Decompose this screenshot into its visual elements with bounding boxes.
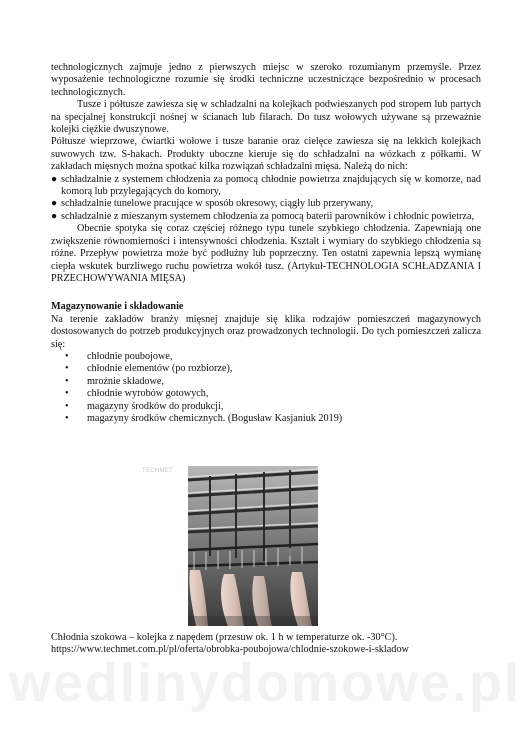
bullet-icon: ● [51, 198, 58, 210]
list-item: ● schładzalnie tunelowe pracujące w sposób okresowy, ciągły lub przerywany, [51, 198, 374, 210]
list-item: • chłodnie elementów (po rozbiorze), [65, 363, 233, 375]
shock-chiller-photo [188, 466, 318, 626]
list-item: • mroźnie składowe, [65, 375, 164, 387]
shock-chiller-image [188, 466, 318, 626]
pork-paragraph: Półtusze wieprzowe, ćwiartki wołowe i tusze baranie oraz cielęce zawiesza się na lekkich kolejkach suwowych tzw. S-hakach. Produkty uboczne kieruje się do schładzalni na wózkach z półkami. W zakładach mięsnych można spotkać kilka rozwiązań schładzalni mięsa. Należą do nich: [51, 136, 481, 173]
list-item: ● schładzalnie z systemem chłodzenia za pomocą chłodnie powietrza znajdujących się w komorze, nad komorą lub przylegających do komory, [51, 173, 481, 198]
bullet-icon: • [65, 375, 69, 387]
list-item: • chłodnie wyrobów gotowych, [65, 388, 209, 400]
tunnels-paragraph: Obecnie spotyka się coraz częściej różnego typu tunele szybkiego chłodzenia. Zapewniają one zwiększenie równomierności i intensywności chłodzenia. Kształt i wymiary do szybkiego chłodzenia są różne. Przepływ powietrza może być podłużny lub poprzeczny. Ten ostatni zapewnia lepszą wymianę ciepła wskutek burzliwego ruchu powietrza wokół tusz. (Artykuł-TECHNOLOGIA SCHŁADZANIA I PRZECHOWYWANIA MIĘSA) [51, 223, 481, 284]
chill-types-list [51, 174, 481, 224]
bullet-icon: ● [51, 210, 58, 222]
watermark: wedlinydomowe.pl [8, 653, 522, 713]
storage-rooms-list [51, 351, 481, 425]
bullet-icon: • [65, 400, 69, 412]
list-item: • magazyny środków do produkcji, [65, 400, 224, 412]
hanging-paragraph: Tusze i półtusze zawiesza się w schładzalni na kolejkach podwieszanych pod stropem lub partych na specjalnej konstrukcji nośnej w ścianach lub filarach. Do tusz wołowych używane są przeważnie kolejki ciężkie dwuszynowe. [51, 99, 481, 136]
bullet-icon: • [65, 363, 69, 375]
storage-paragraph: Na terenie zakładów branży mięsnej znajduje się klika rodzajów pomieszczeń magazynowych dostosowanych do potrzeb produkcyjnych oraz prowadzonych technologii. Do tych pomieszczeń zalicza się: [51, 313, 481, 350]
list-item: ● schładzalnie z mieszanym systemem chłodzenia za pomocą baterii parowników i chłodnic powietrza, [51, 210, 475, 222]
list-item: • chłodnie poubojowe, [65, 350, 173, 362]
caption-text: Chłodnia szokowa – kolejka z napędem (przesuw ok. 1 h w temperaturze ok. -30°C). [51, 632, 398, 643]
bullet-icon: • [65, 350, 69, 362]
source-link[interactable]: https://www.techmet.com.pl/pl/oferta/obrobka-poubojowa/chlodnie-szokowe-i-skladow [51, 644, 409, 656]
bullet-icon: • [65, 412, 69, 424]
list-item: • magazyny środków chemicznych. (Bogusław Kasjaniuk 2019) [65, 412, 343, 424]
photo-logo: TECHMET [142, 468, 174, 474]
document-body [51, 62, 481, 425]
section-heading: Magazynowanie i składowanie [51, 301, 184, 313]
intro-paragraph: technologicznych zajmuje jedno z pierwszych miejsc w szeroko rozumianym przemyśle. Przez wyposażenie technologiczne rozumie się środki techniczne uczestniczące bezpośrednio w procesach technologicznych. [51, 62, 481, 98]
bullet-icon: ● [51, 173, 58, 185]
bullet-icon: • [65, 388, 69, 400]
